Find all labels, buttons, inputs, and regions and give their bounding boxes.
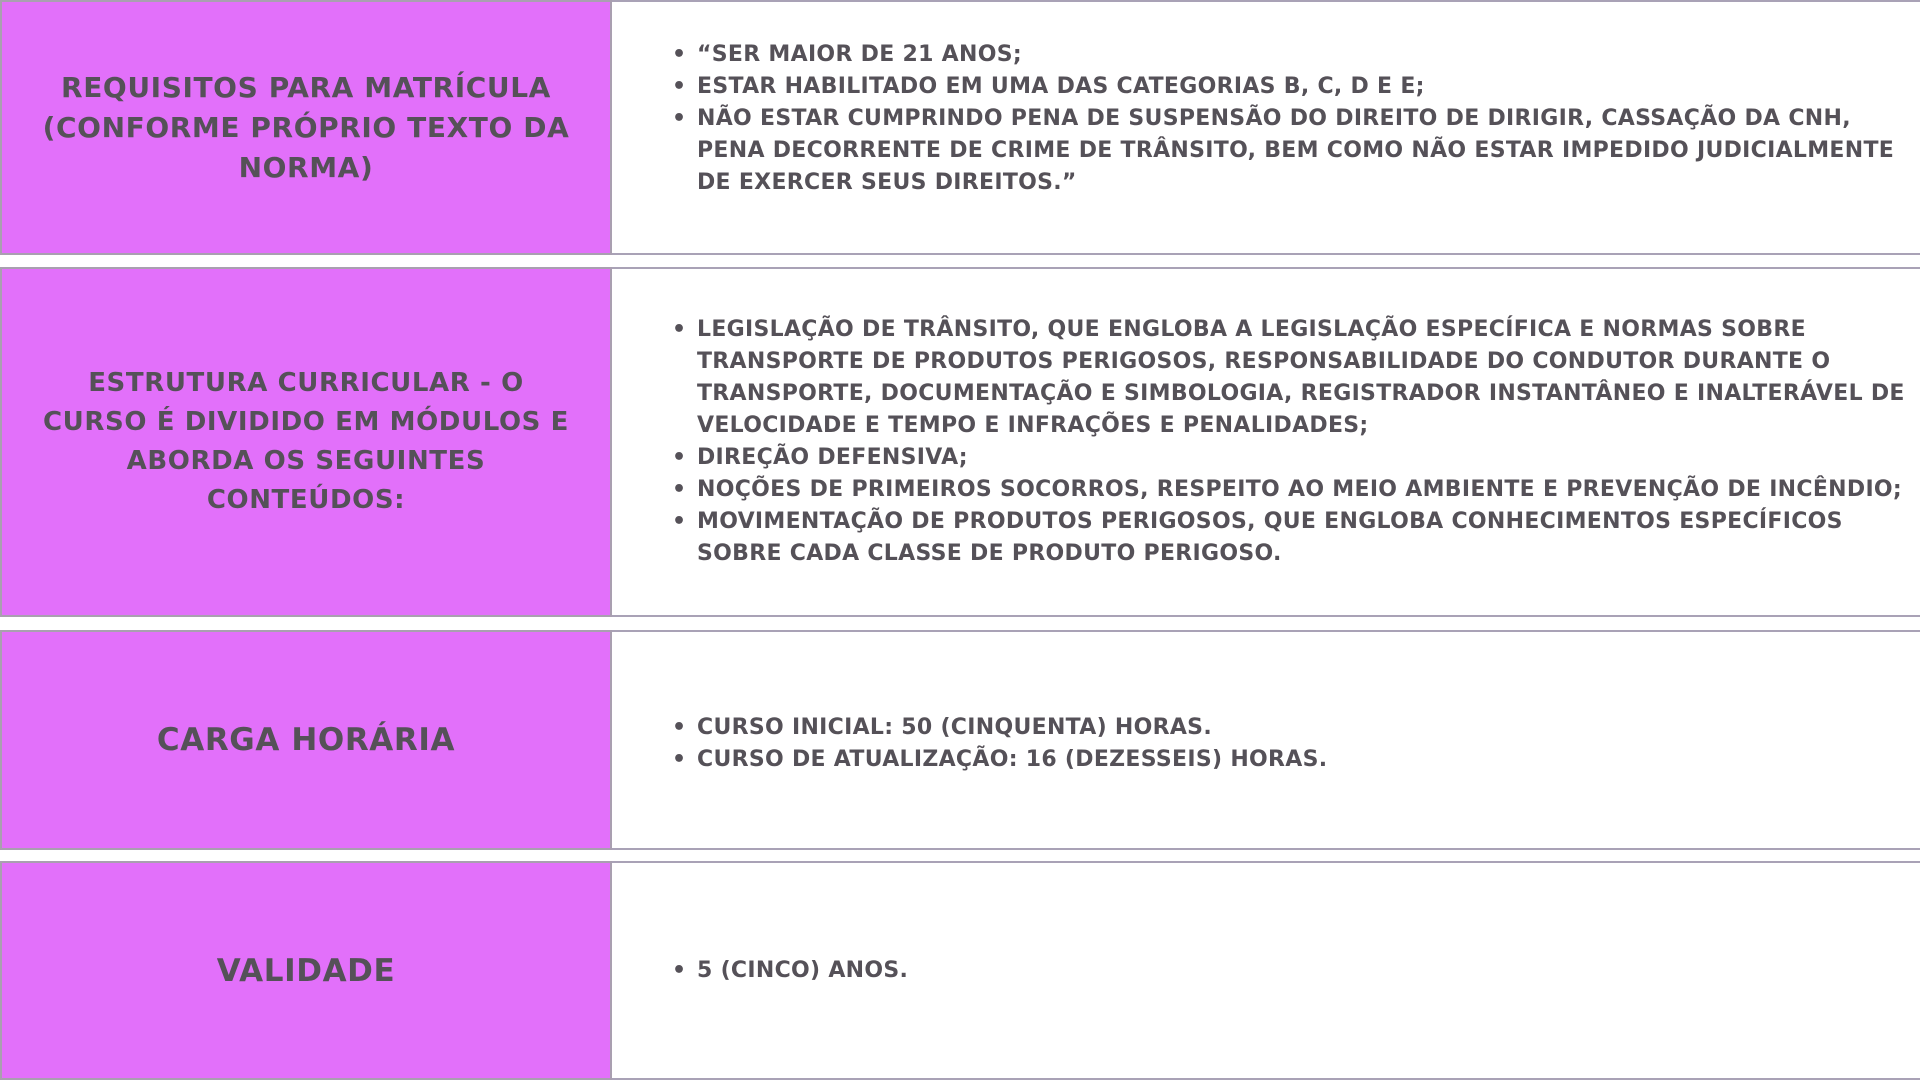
requisitos-label-cell (0, 0, 612, 255)
list-item-text: LEGISLAÇÃO DE TRÂNSITO, QUE ENGLOBA A LEGISLAÇÃO ESPECÍFICA E NORMAS SOBRE TRANSPORTE DE PRODUTOS PERIGOSOS, RESPONSABILIDADE DO CONDUTOR DURANTE O TRANSPORTE, DOCUMENTAÇÃO E SIMBOLOGIA, REGISTRADOR INSTANTÂNEO E INALTERÁVEL DE VELOCIDADE E TEMPO E INFRAÇÕES E PENALIDADES; (697, 317, 1905, 438)
bullet-icon: • (672, 73, 687, 99)
requisitos-row (0, 0, 1920, 255)
list-item (672, 442, 1920, 474)
carga-horaria-content-cell (612, 630, 1920, 850)
list-item-text: CURSO DE ATUALIZAÇÃO: 16 (DEZESSEIS) HORAS. (697, 747, 1328, 772)
estrutura-content-cell (612, 267, 1920, 617)
estrutura-label-cell (0, 267, 612, 617)
list-item (672, 71, 1920, 103)
bullet-icon: • (672, 957, 687, 983)
validade-label-cell (0, 861, 612, 1080)
requisitos-content-cell (612, 0, 1920, 255)
list-item-text: NOÇÕES DE PRIMEIROS SOCORROS, RESPEITO AO MEIO AMBIENTE E PREVENÇÃO DE INCÊNDIO; (697, 477, 1903, 502)
validade-content-cell (612, 861, 1920, 1080)
list-item-text: “SER MAIOR DE 21 ANOS; (697, 41, 1022, 67)
validade-heading: VALIDADE (216, 952, 396, 989)
list-item-text: DIREÇÃO DEFENSIVA; (697, 445, 968, 470)
carga-horaria-heading: CARGA HORÁRIA (156, 722, 456, 758)
requisitos-list (612, 39, 1920, 199)
bullet-icon: • (672, 105, 687, 131)
carga-horaria-label-cell (0, 630, 612, 850)
list-item (672, 39, 1920, 71)
carga-horaria-list (612, 712, 1920, 776)
estrutura-heading: ESTRUTURA CURRICULAR - O CURSO É DIVIDIDO EM MÓDULOS E ABORDA OS SEGUINTES CONTEÚDOS: (43, 368, 569, 515)
list-item (672, 314, 1920, 442)
list-item-text: NÃO ESTAR CUMPRINDO PENA DE SUSPENSÃO DO DIREITO DE DIRIGIR, CASSAÇÃO DA CNH, PENA DECORRENTE DE CRIME DE TRÂNSITO, BEM COMO NÃO ESTAR IMPEDIDO JUDICIALMENTE DE EXERCER SEUS DIREITOS.” (697, 105, 1895, 195)
validade-row (0, 861, 1920, 1080)
bullet-icon: • (672, 509, 687, 534)
carga-horaria-row (0, 630, 1920, 850)
bullet-icon: • (672, 317, 687, 342)
list-item-text: 5 (CINCO) ANOS. (697, 957, 909, 983)
bullet-icon: • (672, 445, 687, 470)
list-item (672, 506, 1920, 570)
bullet-icon: • (672, 747, 687, 772)
list-item (672, 103, 1920, 199)
requisitos-heading: REQUISITOS PARA MATRÍCULA (CONFORME PRÓPRIO TEXTO DA NORMA) (42, 70, 570, 184)
bullet-icon: • (672, 41, 687, 67)
list-item (672, 712, 1920, 744)
list-item-text: CURSO INICIAL: 50 (CINQUENTA) HORAS. (697, 715, 1212, 740)
list-item-text: ESTAR HABILITADO EM UMA DAS CATEGORIAS B, C, D E E; (697, 73, 1425, 99)
estrutura-row (0, 267, 1920, 617)
list-item-text: MOVIMENTAÇÃO DE PRODUTOS PERIGOSOS, QUE ENGLOBA CONHECIMENTOS ESPECÍFICOS SOBRE CADA CLASSE DE PRODUTO PERIGOSO. (697, 509, 1843, 566)
validade-list (612, 955, 1920, 987)
list-item (672, 474, 1920, 506)
estrutura-list (612, 314, 1920, 570)
bullet-icon: • (672, 715, 687, 740)
list-item (672, 955, 1920, 987)
list-item (672, 744, 1920, 776)
bullet-icon: • (672, 477, 687, 502)
